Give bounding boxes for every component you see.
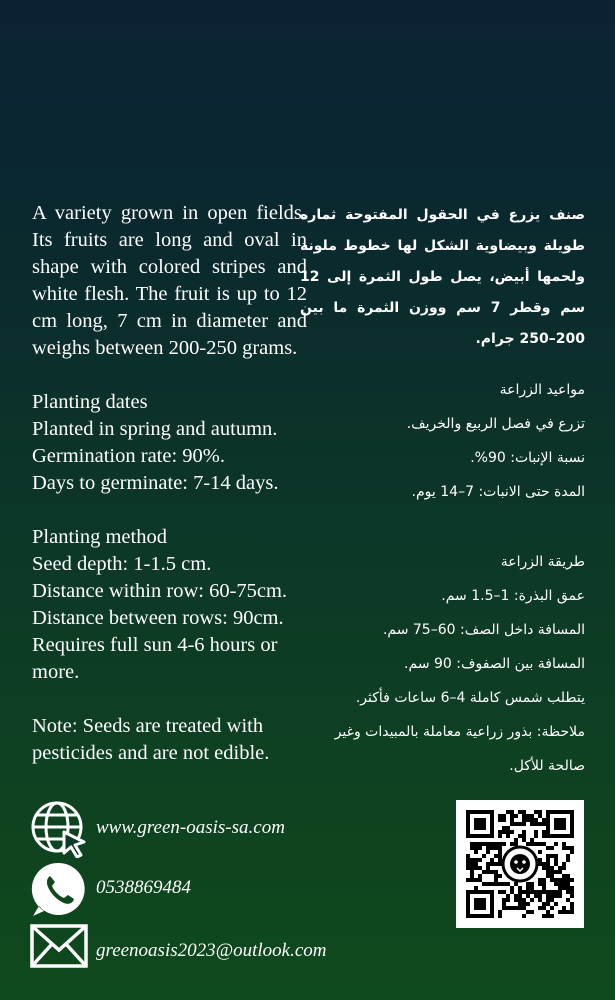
arabic-planting-method-heading: طريقة الزراعة xyxy=(500,554,585,570)
english-planting-dates-heading: Planting dates xyxy=(32,391,148,413)
whatsapp-phone-icon xyxy=(30,860,88,923)
arabic-planting-method-line: عمق البذرة: 1–1.5 سم. xyxy=(441,588,585,604)
website-link[interactable]: www.green-oasis-sa.com xyxy=(96,817,285,838)
english-planting-dates-line: Germination rate: 90%. xyxy=(32,445,225,467)
arabic-planting-dates-line: نسبة الإنبات: 90%. xyxy=(470,450,585,466)
envelope-icon xyxy=(30,922,88,975)
lion-head-icon xyxy=(503,847,537,881)
arabic-note: ملاحظة: بذور زراعية معاملة بالمبيدات وغير صالحة للأكل. xyxy=(334,724,585,774)
arabic-column xyxy=(300,200,585,783)
arabic-planting-dates-line: المدة حتى الانبات: 7–14 يوم. xyxy=(411,484,585,500)
english-planting-method-line: Distance between rows: 90cm. xyxy=(32,607,284,629)
globe-cursor-icon xyxy=(30,800,88,863)
english-planting-method-heading: Planting method xyxy=(32,526,167,548)
arabic-planting-method-line: المسافة بين الصفوف: 90 سم. xyxy=(404,656,585,672)
arabic-planting-dates-heading: مواعيد الزراعة xyxy=(499,382,585,398)
phone-number[interactable]: 0538869484 xyxy=(96,877,191,898)
english-planting-method-line: Distance within row: 60-75cm. xyxy=(32,580,288,602)
qr-code-icon[interactable] xyxy=(456,800,584,928)
arabic-planting-method-line: يتطلب شمس كاملة 4–6 ساعات فأكثر. xyxy=(355,690,585,706)
english-description: A variety grown in open fields. Its fruits are long and oval in shape with colored stripes and white flesh. The fruit is up to 12 cm long, 7 cm in diameter and weighs between 200-250 grams. xyxy=(32,202,307,359)
english-planting-dates-line: Days to germinate: 7-14 days. xyxy=(32,472,279,494)
english-planting-dates-line: Planted in spring and autumn. xyxy=(32,418,278,440)
arabic-planting-method-line: المسافة داخل الصف: 60–75 سم. xyxy=(382,622,585,638)
english-note: Note: Seeds are treated with pesticides and are not edible. xyxy=(32,715,270,764)
email-address[interactable]: greenoasis2023@outlook.com xyxy=(96,940,327,961)
arabic-description: صنف يزرع في الحقول المفتوحة ثماره طويلة وبيضاوية الشكل لها خطوط ملونة ولحمها أبيض، يصل طول الثمرة إلى 12 سم وقطر 7 سم ووزن الثمرة ما بين 200–250 جرام. xyxy=(300,207,586,347)
english-column xyxy=(32,200,307,767)
english-planting-method-line: Seed depth: 1-1.5 cm. xyxy=(32,553,212,575)
arabic-planting-dates-line: تزرع في فصل الربيع والخريف. xyxy=(406,416,585,432)
english-planting-method-line: Requires full sun 4-6 hours or more. xyxy=(32,634,278,683)
